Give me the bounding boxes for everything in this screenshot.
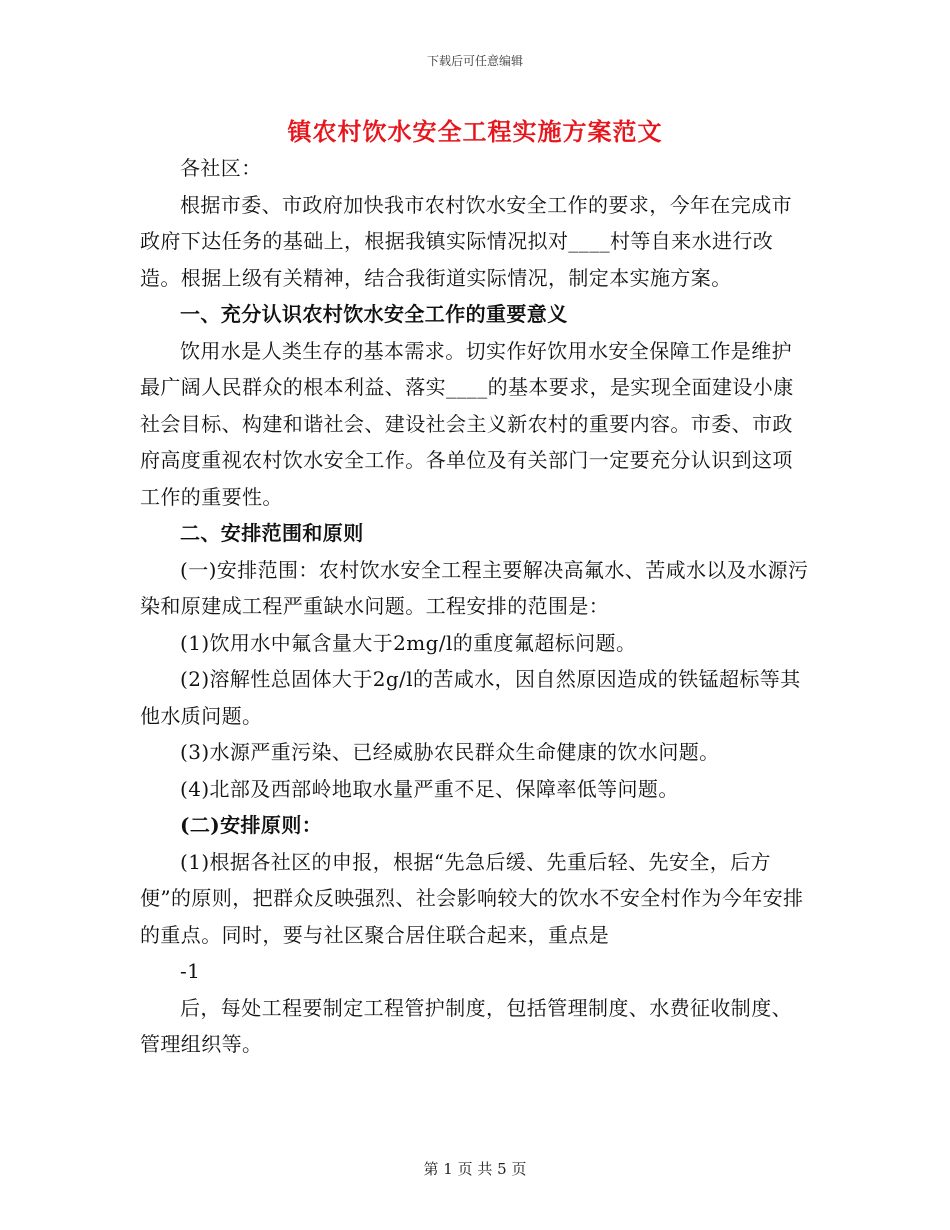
scope-item-1: (1)饮用水中氟含量大于2mg/l的重度氟超标问题。 (180, 630, 637, 655)
scope-item-4: (4)北部及西部岭地取水量严重不足、保障率低等问题。 (180, 776, 679, 801)
document-body (140, 150, 810, 1063)
principle-item-1: (1)根据各社区的申报，根据“先急后缓、先重后轻、先安全，后方便”的原则，把群众反映强烈、社会影响较大的饮水不安全村作为今年安排的重点。同时，要与社区聚合居住联合起来，重点是 (140, 849, 804, 947)
section-1-paragraph: 饮用水是人类生存的基本需求。切实作好饮用水安全保障工作是维护最广阔人民群众的根本利益、落实____的基本要求，是实现全面建设小康社会目标、构建和谐社会、建设社会主义新农村的重要内容。市委、市政府高度重视农村饮水安全工作。各单位及有关部门一定要充分认识到这项工作的重要性。 (140, 338, 794, 509)
scope-paragraph: (一)安排范围：农村饮水安全工程主要解决高氟水、苦咸水以及水源污染和原建成工程严重缺水问题。工程安排的范围是： (140, 557, 809, 618)
section-heading-2: 二、安排范围和原则 (180, 521, 364, 545)
page-header: 下载后可任意编辑 (426, 54, 523, 68)
scope-item-3: (3)水源严重污染、已经威胁农民群众生命健康的饮水问题。 (180, 740, 720, 764)
salutation: 各社区： (180, 156, 262, 180)
scope-item-2: (2)溶解性总固体大于2g/l的苦咸水，因自然原因造成的铁锰超标等其他水质问题。 (140, 667, 801, 728)
closing-paragraph: 后，每处工程要制定工程管护制度，包括管理制度、水费征收制度、管理组织等。 (140, 995, 792, 1056)
page-footer: 第 1 页 共 5 页 (423, 1160, 527, 1178)
inline-page-marker: -1 (180, 959, 201, 983)
principles-heading: (二)安排原则： (180, 813, 323, 837)
intro-paragraph: 根据市委、市政府加快我市农村饮水安全工作的要求，今年在完成市政府下达任务的基础上，根据我镇实际情况拟对____村等自来水进行改造。根据上级有关精神，结合我街道实际情况，制定本实施方案。 (140, 192, 792, 290)
section-heading-1: 一、充分认识农村饮水安全工作的重要意义 (180, 302, 568, 326)
document-title: 镇农村饮水安全工程实施方案范文 (287, 117, 663, 146)
